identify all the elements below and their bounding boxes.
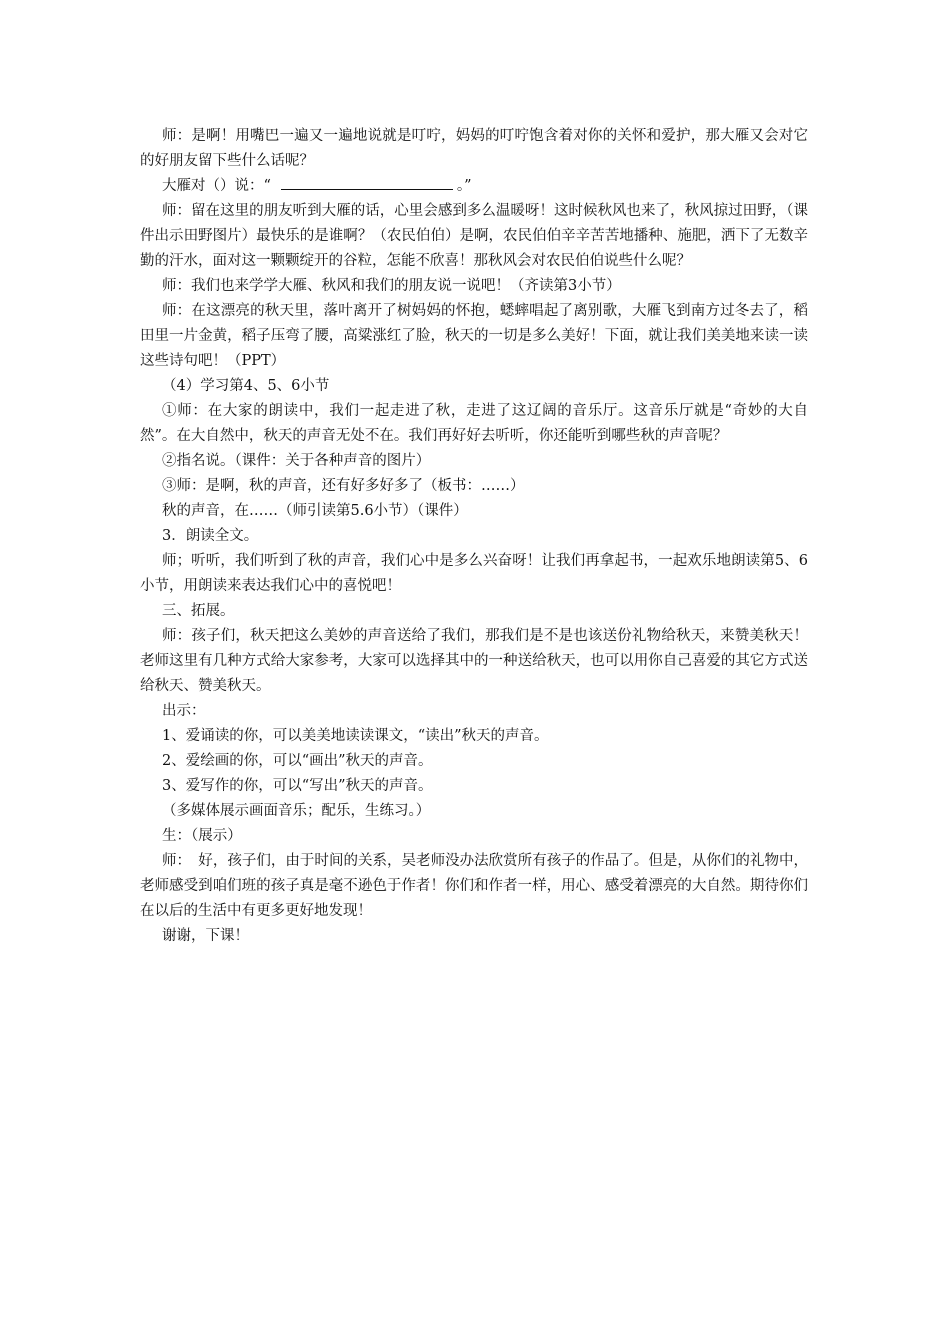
- paragraph: 出示：: [162, 703, 206, 719]
- paragraph: 师；听听，我们听到了秋的声音，我们心中是多么兴奋呀！让我们再拿起书，一起欢乐地朗读第5、6小节，用朗读来表达我们心中的喜悦吧！: [140, 553, 808, 594]
- paragraph: 师：孩子们，秋天把这么美妙的声音送给了我们，那我们是不是也该送份礼物给秋天，来赞美秋天！老师这里有几种方式给大家参考，大家可以选择其中的一种送给秋天，也可以用你自己喜爱的其它方式送给秋天、赞美秋天。: [140, 628, 808, 694]
- closing-line: 谢谢，下课！: [162, 928, 249, 944]
- paragraph: 秋的声音，在……（师引读第5.6小节）（课件）: [162, 503, 468, 519]
- fill-in-blank-line: [140, 174, 808, 199]
- fill-line-prefix: 大雁对（）说：“: [162, 178, 271, 194]
- paragraph: （多媒体展示画面音乐；配乐，生练习。）: [162, 803, 431, 819]
- paragraph: 师：是啊！用嘴巴一遍又一遍地说就是叮咛，妈妈的叮咛饱含着对你的关怀和爱护，那大雁又会对它的好朋友留下些什么话呢？: [140, 128, 808, 169]
- lesson-text: [140, 124, 808, 949]
- list-item: 1、爱诵读的你，可以美美地读读课文，“读出”秋天的声音。: [162, 728, 549, 744]
- section-heading: 三、拓展。: [162, 603, 235, 619]
- paragraph: 师：我们也来学学大雁、秋风和我们的朋友说一说吧！（齐读第3小节）: [162, 278, 621, 294]
- section-heading: （4）学习第4、5、6小节: [162, 378, 330, 394]
- section-heading: 3．朗读全文。: [162, 528, 259, 544]
- list-item: 2、爱绘画的你，可以“画出”秋天的声音。: [162, 753, 433, 769]
- paragraph: ③师：是啊，秋的声音，还有好多好多了（板书：……）: [162, 478, 525, 494]
- paragraph: 师： 好，孩子们，由于时间的关系，吴老师没办法欣赏所有孩子的作品了。但是，从你们的礼物中，老师感受到咱们班的孩子真是毫不逊色于作者！你们和作者一样，用心、感受着漂亮的大自然。期待你们在以后的生活中有更多更好地发现！: [140, 853, 808, 919]
- list-item: 3、爱写作的你，可以“写出”秋天的声音。: [162, 778, 433, 794]
- fill-line-suffix: 。”: [456, 178, 472, 194]
- paragraph: ②指名说。（课件：关于各种声音的图片）: [162, 453, 431, 469]
- blank-underline: [281, 175, 453, 190]
- paragraph: ①师：在大家的朗读中，我们一起走进了秋，走进了这辽阔的音乐厅。这音乐厅就是“奇妙的大自然”。在大自然中，秋天的声音无处不在。我们再好好去听听，你还能听到哪些秋的声音呢？: [140, 403, 808, 444]
- paragraph: 生：（展示）: [162, 828, 242, 844]
- paragraph: 师：在这漂亮的秋天里，落叶离开了树妈妈的怀抱，蟋蟀唱起了离别歌，大雁飞到南方过冬去了，稻田里一片金黄，稻子压弯了腰，高粱涨红了脸，秋天的一切是多么美好！下面，就让我们美美地来读一读这些诗句吧！（PPT）: [140, 303, 808, 369]
- paragraph: 师：留在这里的朋友听到大雁的话，心里会感到多么温暖呀！这时候秋风也来了，秋风掠过田野，（课件出示田野图片）最快乐的是谁啊？（农民伯伯）是啊，农民伯伯辛辛苦苦地播种、施肥，洒下了无数辛勤的汗水，面对这一颗颗绽开的谷粒，怎能不欣喜！那秋风会对农民伯伯说些什么呢？: [140, 203, 808, 269]
